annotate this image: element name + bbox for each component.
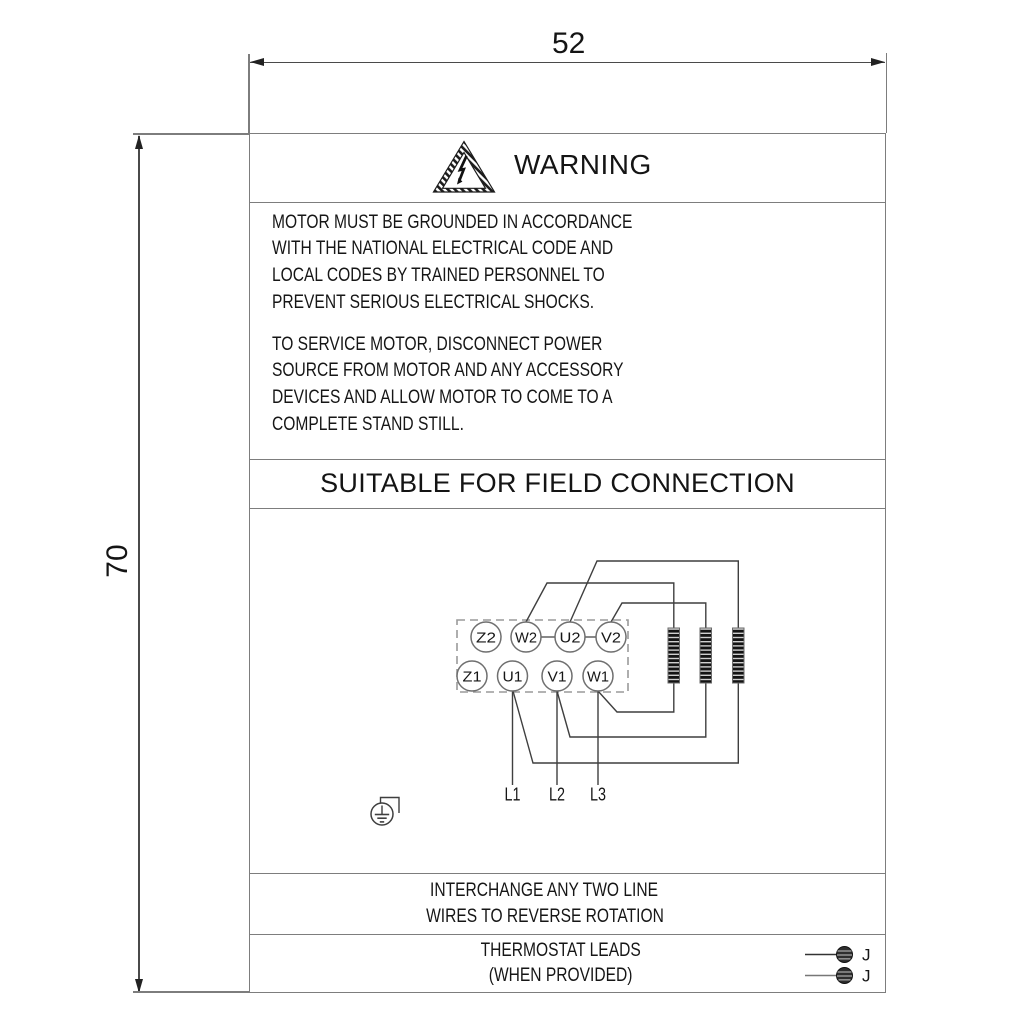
dimension-arrow-up-icon	[135, 135, 143, 149]
field-connection-title: SUITABLE FOR FIELD CONNECTION	[320, 468, 795, 498]
height-dimension-line	[138, 136, 139, 992]
body-line: TO SERVICE MOTOR, DISCONNECT POWER	[272, 333, 603, 355]
wire-w2-coil1	[526, 583, 674, 628]
service-paragraph	[272, 332, 623, 439]
thermostat-note-line: THERMOSTAT LEADS	[480, 940, 641, 961]
motor-winding-coil-icon	[668, 628, 744, 683]
extension-line-left	[248, 54, 249, 133]
terminal-label: W2	[515, 629, 537, 647]
terminal-label: V2	[601, 629, 621, 647]
thermostat-note	[249, 935, 886, 992]
dimension-arrow-right-icon	[871, 58, 885, 66]
rotation-note-line: INTERCHANGE ANY TWO LINE	[430, 879, 659, 901]
wire-v1-coil2	[557, 683, 706, 737]
section-divider-1	[249, 202, 886, 203]
electrical-hazard-triangle-icon	[431, 139, 497, 195]
terminal-label: U1	[502, 668, 523, 686]
thermostat-lead-splice-icon	[795, 940, 887, 990]
terminal-label: W1	[587, 668, 609, 686]
terminal-label: U2	[559, 629, 581, 647]
wire-u2-coil3	[570, 561, 738, 628]
terminal-label: V1	[547, 668, 567, 686]
height-dimension-value: 70	[101, 544, 134, 578]
body-line: WITH THE NATIONAL ELECTRICAL CODE AND	[272, 238, 614, 260]
body-line: PREVENT SERIOUS ELECTRICAL SHOCKS.	[272, 291, 595, 313]
rotation-note	[249, 874, 886, 933]
grounding-paragraph	[272, 210, 632, 317]
lead-label-j2: J	[862, 966, 871, 986]
extension-line-right	[886, 53, 887, 133]
extension-line-bottom	[133, 991, 250, 992]
body-line: DEVICES AND ALLOW MOTOR TO COME TO A	[272, 387, 613, 409]
wiring-diagram	[249, 508, 887, 872]
lead-label-j1: J	[862, 945, 871, 965]
dimension-arrow-left-icon	[250, 58, 264, 66]
rotation-note-line: WIRES TO REVERSE ROTATION	[425, 905, 664, 927]
body-line: MOTOR MUST BE GROUNDED IN ACCORDANCE	[272, 211, 633, 233]
protective-earth-ground-icon	[371, 798, 399, 826]
body-line: SOURCE FROM MOTOR AND ANY ACCESSORY	[272, 360, 624, 382]
body-line: COMPLETE STAND STILL.	[272, 413, 464, 435]
wire-v2-coil2	[611, 603, 706, 628]
wire-w1-coil1	[598, 683, 674, 712]
line-label-l1: L1	[504, 784, 521, 805]
width-dimension-value: 52	[552, 27, 586, 60]
line-label-l3: L3	[590, 784, 606, 805]
wire-u1-coil3	[513, 683, 738, 763]
body-line: LOCAL CODES BY TRAINED PERSONNEL TO	[272, 265, 605, 287]
extension-line-top	[133, 133, 250, 134]
warning-title: WARNING	[514, 149, 652, 180]
line-label-l2: L2	[549, 784, 565, 805]
terminal-label: Z2	[476, 629, 496, 647]
terminal-label: Z1	[462, 668, 482, 686]
width-dimension-line	[250, 62, 885, 63]
thermostat-note-line: (WHEN PROVIDED)	[488, 964, 633, 986]
